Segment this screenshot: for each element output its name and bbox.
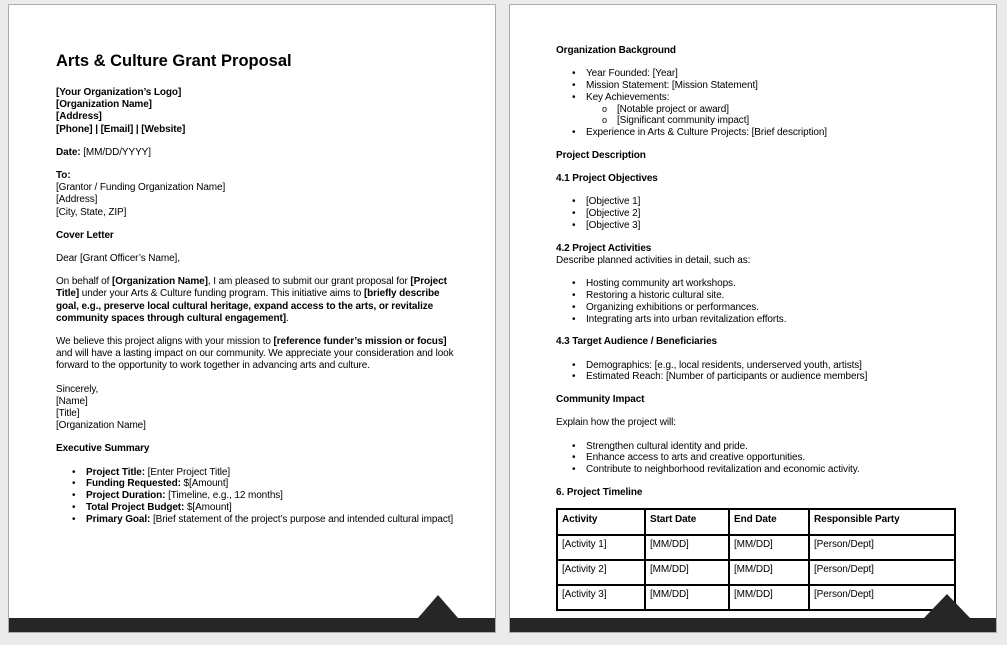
bullet-text: Project Duration: [Timeline, e.g., 12 months] bbox=[86, 490, 283, 502]
table-cell: [Person/Dept] bbox=[809, 560, 955, 585]
timeline-heading: 6. Project Timeline bbox=[556, 486, 643, 498]
community-impact-heading: Community Impact bbox=[556, 394, 645, 406]
cover-letter-paragraph-2: We believe this project aligns with your mission to [reference funder’s mission or focus] and will have a lasting impact on our community. We appreciate your consideration and look forward to the opportunity to work together in advancing arts and culture. bbox=[56, 336, 454, 372]
bullet-item bbox=[56, 467, 459, 479]
bullet-text: Strengthen cultural identity and pride. bbox=[586, 440, 748, 452]
disc-bullet-icon: • bbox=[72, 502, 76, 514]
bullet-item bbox=[556, 220, 960, 232]
disc-bullet-icon: • bbox=[572, 219, 576, 231]
to-label: To: bbox=[56, 170, 71, 182]
organization-background-heading: Organization Background bbox=[556, 45, 676, 56]
bullet-item bbox=[556, 127, 960, 139]
recipient-lines bbox=[56, 182, 459, 219]
footer-peak-icon bbox=[924, 594, 970, 618]
table-cell: [MM/DD] bbox=[729, 560, 809, 585]
cover-letter-heading: Cover Letter bbox=[56, 229, 114, 241]
table-cell: [MM/DD] bbox=[645, 535, 729, 560]
bullet-text: Primary Goal: [Brief statement of the project’s purpose and intended cultural impact] bbox=[86, 513, 454, 525]
activities-heading: 4.2 Project Activities bbox=[556, 242, 652, 254]
timeline-table bbox=[556, 508, 956, 611]
bullet-text: Year Founded: [Year] bbox=[586, 68, 678, 80]
activities-list bbox=[556, 278, 960, 325]
table-row bbox=[557, 585, 955, 610]
bullet-item bbox=[556, 360, 960, 372]
table-cell: [Person/Dept] bbox=[809, 585, 955, 610]
bullet-text: Project Title: [Enter Project Title] bbox=[86, 466, 231, 478]
audience-list bbox=[556, 360, 960, 384]
table-header-row bbox=[557, 509, 955, 535]
bullet-text: Integrating arts into urban revitalization efforts. bbox=[586, 313, 787, 325]
bullet-text: Demographics: [e.g., local residents, underserved youth, artists] bbox=[586, 359, 862, 371]
bullet-item bbox=[56, 490, 459, 502]
executive-summary-list bbox=[56, 467, 459, 526]
activities-intro: Describe planned activities in detail, such as: bbox=[556, 254, 751, 266]
date-line: Date: [MM/DD/YYYY] bbox=[56, 146, 151, 158]
bullet-item bbox=[556, 92, 960, 104]
table-cell: [Activity 1] bbox=[557, 535, 645, 560]
bullet-text: [Objective 3] bbox=[586, 219, 641, 231]
bullet-item bbox=[556, 290, 960, 302]
bullet-text: [Objective 2] bbox=[586, 208, 641, 220]
objectives-heading: 4.1 Project Objectives bbox=[556, 173, 658, 185]
bullet-item bbox=[556, 68, 960, 80]
bullet-text: Estimated Reach: [Number of participants or audience members] bbox=[586, 371, 868, 383]
salutation: Dear [Grant Officer’s Name], bbox=[56, 253, 180, 265]
disc-bullet-icon: • bbox=[572, 440, 576, 452]
disc-bullet-icon: • bbox=[72, 513, 76, 525]
footer-band bbox=[510, 618, 996, 632]
bullet-text: Funding Requested: $[Amount] bbox=[86, 478, 229, 490]
text-line: [City, State, ZIP] bbox=[56, 206, 127, 218]
disc-bullet-icon: • bbox=[572, 452, 576, 464]
community-impact-list bbox=[556, 441, 960, 476]
bullet-text: Key Achievements: bbox=[586, 91, 670, 103]
disc-bullet-icon: • bbox=[72, 490, 76, 502]
bullet-text: Mission Statement: [Mission Statement] bbox=[586, 80, 758, 91]
page-2-content bbox=[510, 5, 996, 611]
disc-bullet-icon: • bbox=[572, 127, 576, 139]
table-header-cell: End Date bbox=[729, 509, 809, 535]
table-header-cell: Activity bbox=[557, 509, 645, 535]
bullet-item bbox=[556, 302, 960, 314]
table-cell: [Person/Dept] bbox=[809, 535, 955, 560]
project-description-heading: Project Description bbox=[556, 149, 646, 161]
bullet-text: [Objective 1] bbox=[586, 196, 641, 208]
disc-bullet-icon: • bbox=[572, 208, 576, 220]
bullet-text: Contribute to neighborhood revitalization and economic activity. bbox=[586, 464, 860, 476]
cover-letter-paragraph-1: On behalf of [Organization Name], I am pleased to submit our grant proposal for [Project Title] under your Arts & Culture funding program. This initiative aims to [briefly describe goal, e.g., preserve local cultural heritage, expand access to the arts, or revitalize community spaces through cultural engagement]. bbox=[56, 276, 447, 324]
organization-background-list bbox=[556, 68, 960, 139]
page-1 bbox=[8, 4, 496, 633]
bullet-item bbox=[556, 278, 960, 290]
disc-bullet-icon: • bbox=[72, 466, 76, 478]
bullet-item bbox=[556, 196, 960, 208]
bullet-item bbox=[556, 464, 960, 476]
page-1-content bbox=[9, 5, 495, 526]
circle-bullet-icon: o bbox=[602, 103, 607, 114]
disc-bullet-icon: • bbox=[572, 196, 576, 208]
table-header-cell: Responsible Party bbox=[809, 509, 955, 535]
bullet-text: Experience in Arts & Culture Projects: [Brief description] bbox=[586, 127, 827, 139]
table-header-cell: Start Date bbox=[645, 509, 729, 535]
disc-bullet-icon: • bbox=[572, 278, 576, 290]
table-cell: [Activity 2] bbox=[557, 560, 645, 585]
bullet-text: Enhance access to arts and creative opportunities. bbox=[586, 452, 806, 464]
bullet-item bbox=[556, 208, 960, 220]
executive-summary-heading: Executive Summary bbox=[56, 443, 150, 455]
bullet-item bbox=[556, 104, 960, 116]
table-cell: [MM/DD] bbox=[645, 585, 729, 610]
text-line: [Grantor / Funding Organization Name] bbox=[56, 182, 226, 194]
table-row bbox=[557, 535, 955, 560]
circle-bullet-icon: o bbox=[602, 115, 607, 126]
bullet-text: [Significant community impact] bbox=[617, 115, 750, 127]
table-cell: [MM/DD] bbox=[645, 560, 729, 585]
table-cell: [MM/DD] bbox=[729, 585, 809, 610]
closing-block bbox=[56, 384, 459, 433]
disc-bullet-icon: • bbox=[572, 359, 576, 371]
document-title: Arts & Culture Grant Proposal bbox=[56, 52, 292, 70]
text-line: Sincerely, bbox=[56, 383, 99, 395]
page-2 bbox=[509, 4, 997, 633]
bullet-item bbox=[56, 478, 459, 490]
disc-bullet-icon: • bbox=[572, 68, 576, 80]
org-info-block bbox=[56, 87, 459, 136]
footer-band bbox=[9, 618, 495, 632]
bullet-text: Restoring a historic cultural site. bbox=[586, 289, 725, 301]
disc-bullet-icon: • bbox=[572, 91, 576, 103]
text-line: [Organization Name] bbox=[56, 99, 152, 111]
community-impact-intro: Explain how the project will: bbox=[556, 417, 676, 429]
table-cell: [Activity 3] bbox=[557, 585, 645, 610]
bullet-item bbox=[556, 314, 960, 326]
text-line: [Address] bbox=[56, 194, 98, 206]
bullet-text: Organizing exhibitions or performances. bbox=[586, 301, 759, 313]
text-line: [Phone] | [Email] | [Website] bbox=[56, 123, 186, 135]
disc-bullet-icon: • bbox=[572, 289, 576, 301]
text-line: [Name] bbox=[56, 395, 88, 407]
text-line: [Your Organization’s Logo] bbox=[56, 87, 182, 98]
bullet-text: Total Project Budget: $[Amount] bbox=[86, 502, 232, 514]
footer-peak-icon bbox=[418, 595, 458, 618]
disc-bullet-icon: • bbox=[72, 478, 76, 490]
text-line: [Title] bbox=[56, 408, 80, 420]
bullet-item bbox=[556, 371, 960, 383]
recipient-block bbox=[56, 170, 459, 219]
bullet-item bbox=[556, 441, 960, 453]
disc-bullet-icon: • bbox=[572, 313, 576, 325]
bullet-item bbox=[556, 80, 960, 92]
text-line: [Address] bbox=[56, 111, 102, 123]
table-cell: [MM/DD] bbox=[729, 535, 809, 560]
bullet-text: Hosting community art workshops. bbox=[586, 278, 736, 290]
disc-bullet-icon: • bbox=[572, 80, 576, 91]
bullet-item bbox=[56, 514, 459, 526]
disc-bullet-icon: • bbox=[572, 371, 576, 383]
bullet-text: [Notable project or award] bbox=[617, 103, 729, 115]
objectives-list bbox=[556, 196, 960, 231]
text-line: [Organization Name] bbox=[56, 420, 146, 432]
disc-bullet-icon: • bbox=[572, 301, 576, 313]
table-row bbox=[557, 560, 955, 585]
bullet-item bbox=[56, 502, 459, 514]
audience-heading: 4.3 Target Audience / Beneficiaries bbox=[556, 336, 718, 348]
disc-bullet-icon: • bbox=[572, 464, 576, 476]
bullet-item bbox=[556, 452, 960, 464]
bullet-item bbox=[556, 115, 960, 127]
